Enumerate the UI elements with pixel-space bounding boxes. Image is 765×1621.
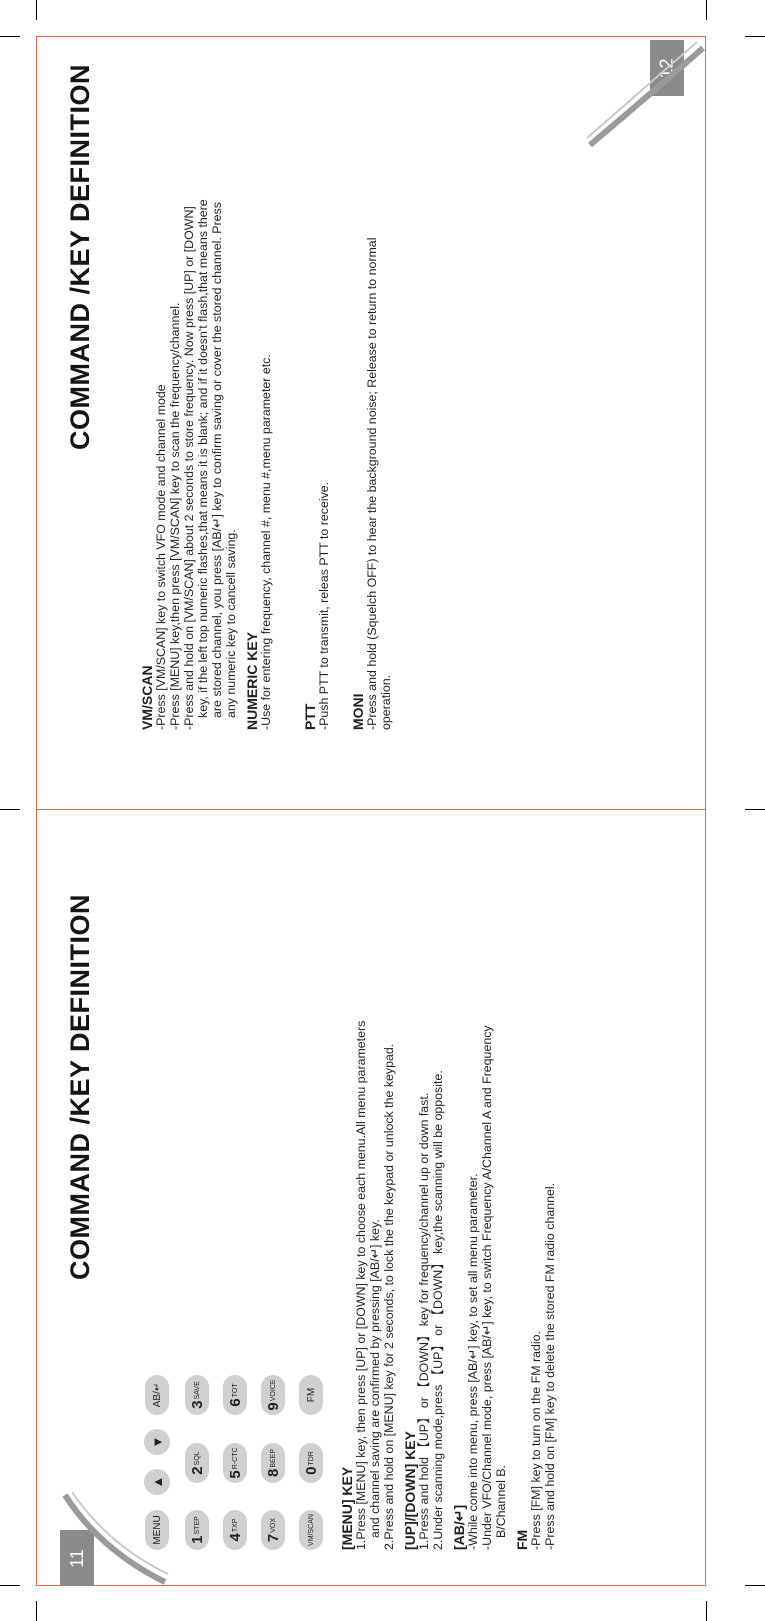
keypad-illustration bbox=[145, 1270, 320, 1550]
key-6-sub: TOT bbox=[231, 1383, 239, 1398]
body-line: -Under VFO/Channel mode, press [AB/↵] key, to switch Frequency A/Channel A and Frequency bbox=[480, 1025, 494, 1550]
key-0 bbox=[299, 1443, 323, 1483]
body-line: 2.Press and hold on [MENU] key for 2 seconds, to lock the the keypad or unlock the keypad. bbox=[382, 1043, 396, 1550]
key-5-digit: 5 bbox=[226, 1470, 244, 1479]
body-line: 1.Press [MENU] key, then press [UP] or [DOWN] key to choose each menu.All menu parameters bbox=[354, 1020, 368, 1550]
key-7-sub: VOX bbox=[269, 1517, 277, 1533]
key-3 bbox=[185, 1375, 209, 1415]
ptt-heading: PTT bbox=[302, 703, 318, 730]
fm-key bbox=[299, 1375, 323, 1415]
menu-key-heading: [MENU] KEY bbox=[339, 1466, 355, 1550]
vm-scan-key-label: VM/SCAN bbox=[307, 1514, 315, 1546]
key-7-digit: 7 bbox=[264, 1533, 282, 1543]
key-8-digit: 8 bbox=[264, 1468, 282, 1478]
body-line: -While come into menu, press [AB/↵] key, to set all menu parameter. bbox=[466, 1173, 480, 1550]
body-line: key, if the left top numeric flashes,that means it is blank; and if it doesn't flash,that means there bbox=[196, 199, 210, 718]
key-7 bbox=[261, 1510, 285, 1550]
key-6 bbox=[223, 1375, 247, 1415]
vm-scan-key bbox=[299, 1510, 323, 1550]
body-line: 2.Under scanning mode,press 【UP】 or 【DOWN】 key,the scanning will be opposite. bbox=[431, 1070, 445, 1550]
menu-key-label: MENU bbox=[151, 1515, 163, 1545]
body-line: -Press [FM] key to turn on the FM radio. bbox=[529, 1331, 543, 1550]
ab-key-label: AB/↵ bbox=[151, 1382, 163, 1408]
ab-key-heading: [AB/↵] bbox=[451, 1504, 467, 1550]
key-9-digit: 9 bbox=[264, 1402, 282, 1411]
body-line: -Press [VM/SCAN] key to switch VFO mode and channel mode bbox=[154, 384, 168, 730]
right-page-body bbox=[140, 199, 393, 730]
up-key bbox=[144, 1469, 170, 1495]
body-line: -Press [MENU] key,then press [VM/SCAN] key to scan the frequency/channel. bbox=[168, 302, 182, 730]
body-line: operation. bbox=[379, 674, 393, 730]
body-line: -Press and hold on [FM] key to delete the stored FM radio channel. bbox=[543, 1182, 557, 1550]
key-1-sub: STEP bbox=[193, 1516, 201, 1535]
left-page-title: COMMAND /KEY DEFINITION bbox=[65, 893, 95, 1280]
body-line: -Use for entering frequency, channel #, menu #,menu parameter etc. bbox=[259, 354, 273, 730]
right-page bbox=[50, 50, 670, 800]
moni-heading: MONI bbox=[350, 693, 366, 730]
key-4-digit: 4 bbox=[226, 1533, 244, 1542]
key-2-digit: 2 bbox=[188, 1466, 206, 1475]
body-line: -Push PTT to transmit, releas PTT to receive. bbox=[317, 481, 331, 730]
vm-scan-heading: VM/SCAN bbox=[139, 665, 155, 730]
key-3-sub: SAVE bbox=[193, 1381, 201, 1400]
key-2 bbox=[185, 1443, 209, 1483]
body-line: -Press and hold on [VM/SCAN] about 2 seconds to store frequency. Now press [UP] or [DOWN] bbox=[182, 206, 196, 730]
key-0-digit: 0 bbox=[302, 1466, 320, 1475]
left-page-body bbox=[340, 1021, 557, 1550]
body-line: -Press and hold (Squelch OFF) to hear the background noise; Release to return to normal bbox=[365, 237, 379, 730]
key-8-sub: BEEP bbox=[269, 1448, 277, 1468]
up-arrow-icon: ▲ bbox=[149, 1475, 165, 1489]
page-number-left-text: 11 bbox=[66, 1548, 87, 1568]
key-5-sub: R-CTC bbox=[231, 1447, 239, 1470]
body-line: 1.Press and hold 【UP】 or 【DOWN】 key for frequency/channel up or down fast. bbox=[417, 1092, 431, 1550]
key-2-sub: SQL bbox=[193, 1451, 201, 1466]
ab-key bbox=[145, 1375, 169, 1415]
key-9-sub: VOICE bbox=[269, 1379, 277, 1402]
numeric-key-heading: NUMERIC KEY bbox=[244, 631, 260, 730]
up-down-key-heading: [UP]/[DOWN] KEY bbox=[402, 1431, 418, 1550]
right-page-title: COMMAND /KEY DEFINITION bbox=[65, 63, 95, 450]
fm-heading: FM bbox=[514, 1529, 530, 1550]
key-1-digit: 1 bbox=[188, 1535, 206, 1544]
key-8 bbox=[261, 1443, 285, 1483]
down-arrow-icon: ▼ bbox=[149, 1435, 165, 1449]
page-number-right-text: 12 bbox=[656, 57, 677, 79]
body-line: are stored channel, you press [AB/↵] key to confirm saving or cover the stored channel. Press bbox=[210, 202, 224, 718]
body-line: any numeric key to cancell saving. bbox=[224, 529, 238, 718]
key-3-digit: 3 bbox=[188, 1400, 206, 1409]
key-0-sub: TDR bbox=[307, 1451, 315, 1466]
key-9 bbox=[261, 1375, 285, 1415]
left-page bbox=[50, 820, 670, 1575]
fm-key-label: FM bbox=[305, 1387, 317, 1403]
key-5 bbox=[223, 1443, 247, 1483]
body-line: B/Channel B. bbox=[494, 1464, 508, 1538]
key-4-sub: TXP bbox=[231, 1518, 239, 1533]
key-1 bbox=[185, 1510, 209, 1550]
menu-key bbox=[145, 1510, 169, 1550]
down-key bbox=[144, 1429, 170, 1455]
page-divider bbox=[36, 809, 706, 810]
key-6-digit: 6 bbox=[226, 1398, 244, 1407]
body-line: and channel saving are confirmed by pressing [AB/↵] key. bbox=[368, 1219, 382, 1538]
key-4 bbox=[223, 1510, 247, 1550]
